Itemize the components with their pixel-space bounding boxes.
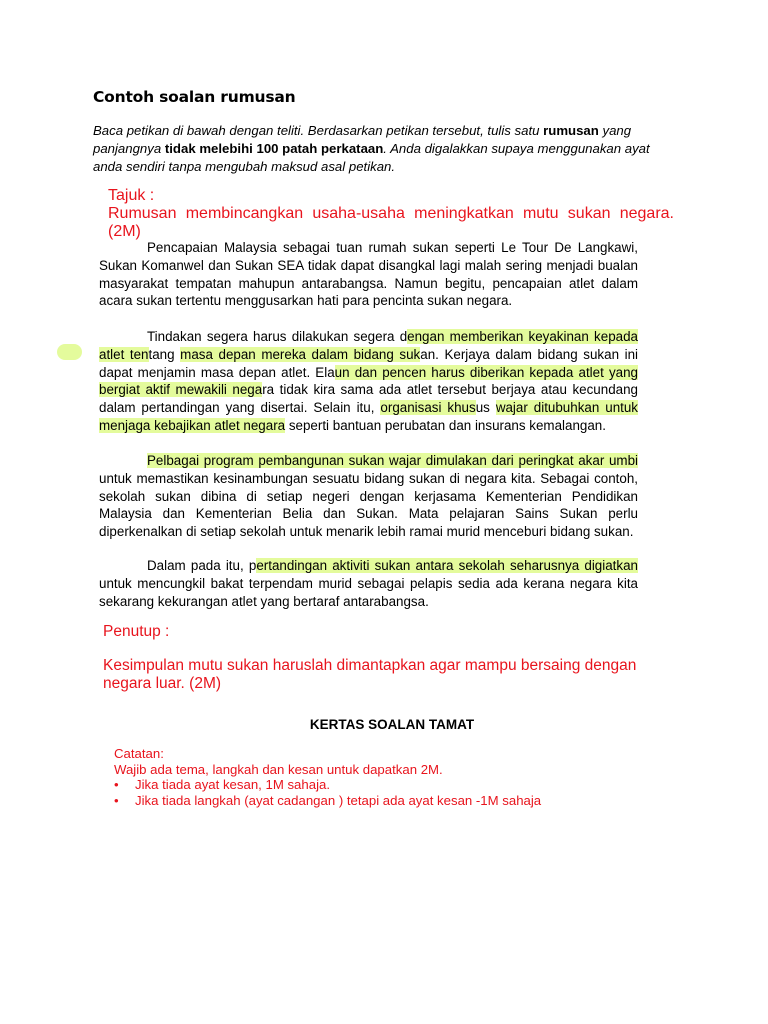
instructions-bold-rumusan: rumusan — [543, 123, 599, 138]
list-item — [114, 777, 714, 793]
instructions — [93, 122, 678, 176]
document-title: Contoh soalan rumusan — [93, 88, 296, 106]
passage-text: untuk mencungkil bakat terpendam murid sebagai pelapis sedia ada kerana negara kita sekarang kekurangan atlet yang bertaraf antarabangsa. — [99, 575, 638, 609]
passage-text: an. Kerjaya dalam bidang sukan ini dapat menjamin masa depan atlet. Ela — [99, 346, 638, 380]
highlight-mark — [57, 344, 82, 360]
passage-text: Tindakan segera harus dilakukan segera d — [147, 329, 408, 344]
passage-paragraph-2 — [99, 328, 638, 435]
passage-text: Pencapaian Malaysia sebagai tuan rumah sukan seperti Le Tour De Langkawi, Sukan Komanwel dan Sukan SEA tidak dapat disangkal lagi malah sering menjadi bualan masyarakat tempatan mahupun antarabangsa. Namun begitu, pencapaian atlet dalam acara sukan tertentu menggusarkan hati para pencinta sukan negara. — [99, 240, 638, 309]
passage-text: Dalam pada itu, p — [147, 558, 257, 573]
instructions-text: Baca petikan di bawah dengan teliti. Berdasarkan petikan tersebut, tulis satu — [93, 123, 544, 138]
bullet-icon: • — [114, 792, 119, 808]
catatan-notes — [114, 746, 714, 808]
highlighted-text: engan memberikan keyakinan kepada atlet ten — [99, 329, 638, 362]
passage-text: seperti bantuan perubatan dan insurans kemalangan. — [285, 417, 606, 433]
highlighted-text: wajar ditubuhkan untuk menjaga kebajikan atlet negara — [99, 400, 639, 433]
list-item — [114, 793, 714, 809]
instructions-bold-word-limit: tidak melebihi 100 patah perkataan — [164, 141, 384, 156]
tajuk-marks: (2M) — [108, 223, 141, 240]
passage-paragraph-4 — [99, 557, 638, 610]
catatan-bullet-list — [114, 777, 714, 808]
passage-paragraph-1 — [99, 239, 638, 310]
penutup-text: Kesimpulan mutu sukan haruslah dimantapkan agar mampu bersaing dengan negara luar. (2M) — [103, 657, 637, 692]
highlighted-text: masa depan mereka dalam bidang suk — [180, 346, 421, 362]
passage-paragraph-3 — [99, 452, 638, 541]
highlighted-text: ertandingan aktiviti sukan antara sekolah seharusnya digiatkan — [256, 558, 638, 573]
tajuk-label: Tajuk : — [108, 187, 155, 204]
catatan-line: Wajib ada tema, langkah dan kesan untuk dapatkan 2M. — [114, 761, 443, 777]
instructions-text: yang panjangnya — [93, 123, 632, 156]
passage-text: tang — [148, 346, 181, 362]
list-item-text: Jika tiada langkah (ayat cadangan ) tetapi ada ayat kesan -1M sahaja — [135, 792, 542, 808]
list-item-text: Jika tiada ayat kesan, 1M sahaja. — [135, 777, 330, 792]
instructions-text: . Anda digalakkan supaya menggunakan ayat anda sendiri tanpa mengubah maksud asal petikan. — [93, 141, 650, 174]
end-of-paper-title: KERTAS SOALAN TAMAT — [309, 717, 475, 732]
catatan-label: Catatan: — [114, 746, 164, 761]
tajuk-text: Rumusan membincangkan usaha-usaha meningkatkan mutu sukan negara. — [108, 205, 674, 222]
highlighted-text: un dan pencen harus diberikan kepada atlet yang bergiat aktif mewakili nega — [99, 364, 638, 398]
highlighted-text: Pelbagai program pembangunan sukan wajar dimulakan dari peringkat akar umbi — [147, 453, 638, 468]
passage-text: us — [475, 400, 496, 416]
highlighted-text: organisasi khus — [380, 400, 476, 416]
passage-text: ra tidak kira sama ada atlet tersebut berjaya atau kecundang dalam pertandingan yang disertai. Selain itu, — [99, 382, 638, 416]
passage-text: untuk memastikan kesinambungan sesuatu bidang sukan di negara kita. Sebagai contoh, sekolah sukan dibina di setiap negeri dengan kerjasama Kementerian Pendidikan Malaysia dan Kementerian Belia dan Sukan. Mata pelajaran Sains Sukan perlu diperkenalkan di setiap sekolah untuk menarik lebih ramai murid menceburi bidang sukan. — [99, 470, 638, 540]
bullet-icon: • — [114, 777, 119, 792]
penutup-label: Penutup : — [103, 623, 170, 640]
